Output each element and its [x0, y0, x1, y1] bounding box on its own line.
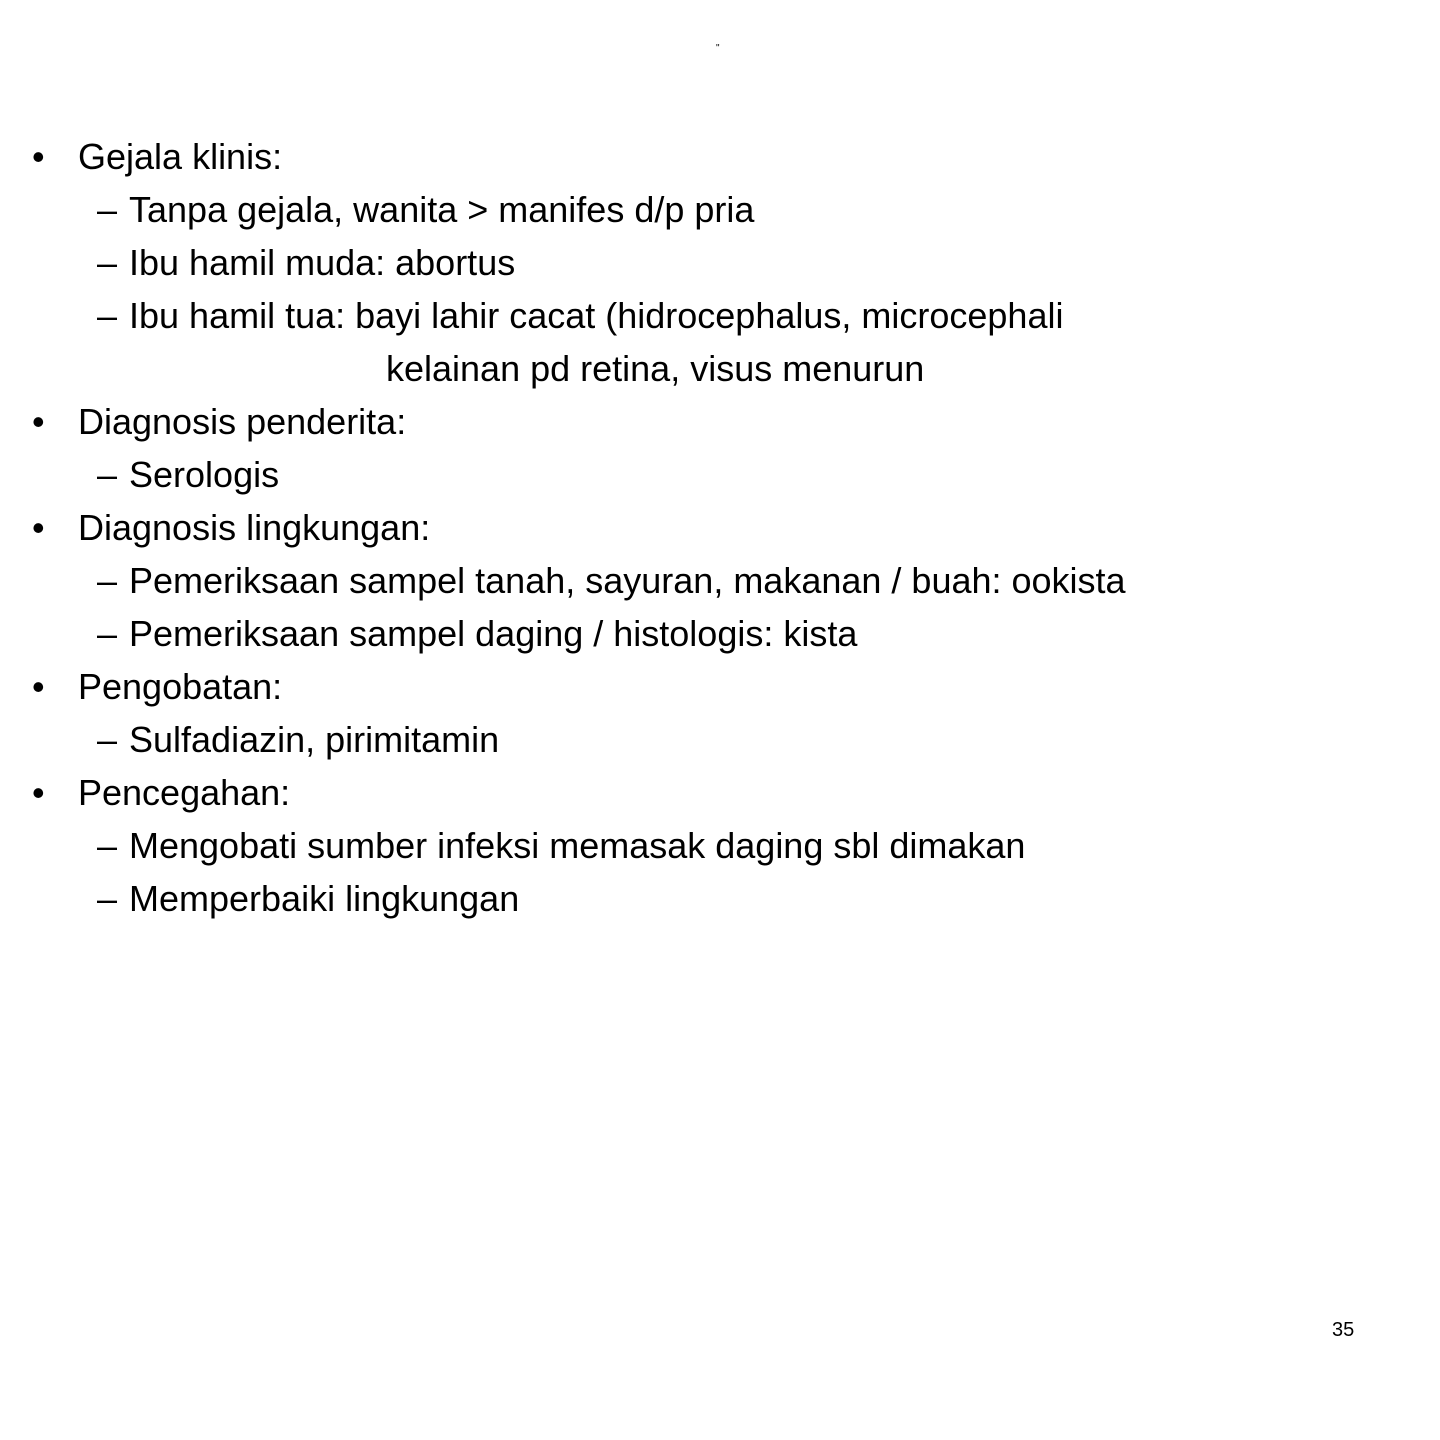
- dash-icon: –: [97, 560, 118, 601]
- bullet-icon: •: [32, 136, 45, 177]
- slide-content: [0, 130, 1440, 925]
- sub-item-text: Serologis: [129, 454, 280, 495]
- bullet-item-diagnosis-lingkungan: [0, 501, 1440, 554]
- bullet-icon: •: [32, 401, 45, 442]
- section-title-diagnosis-penderita: Diagnosis penderita:: [78, 401, 407, 442]
- sub-item: [0, 819, 1440, 872]
- bullet-icon: •: [32, 507, 45, 548]
- section-title-diagnosis-lingkungan: Diagnosis lingkungan:: [78, 507, 431, 548]
- dash-icon: –: [97, 825, 118, 866]
- sub-item: [0, 289, 1440, 342]
- sub-item: [0, 713, 1440, 766]
- sub-item: [0, 607, 1440, 660]
- sub-item-text: Ibu hamil muda: abortus: [129, 242, 516, 283]
- dash-icon: –: [97, 719, 118, 760]
- section-title-pengobatan: Pengobatan:: [78, 666, 283, 707]
- bullet-icon: •: [32, 666, 45, 707]
- sub-item: [0, 554, 1440, 607]
- bullet-icon: •: [32, 772, 45, 813]
- dash-icon: –: [97, 878, 118, 919]
- header-mark: ": [716, 43, 720, 54]
- section-title-pencegahan: Pencegahan:: [78, 772, 291, 813]
- dash-icon: –: [97, 189, 118, 230]
- section-title-gejala: Gejala klinis:: [78, 136, 283, 177]
- dash-icon: –: [97, 242, 118, 283]
- bullet-item-pencegahan: [0, 766, 1440, 819]
- sub-item-text: Memperbaiki lingkungan: [129, 878, 520, 919]
- sub-item-continuation: [0, 342, 1440, 395]
- sub-item: [0, 183, 1440, 236]
- dash-icon: –: [97, 295, 118, 336]
- dash-icon: –: [97, 454, 118, 495]
- page-number: 35: [1332, 1319, 1355, 1341]
- sub-item-text: Pemeriksaan sampel daging / histologis: kista: [129, 613, 858, 654]
- bullet-item-gejala: [0, 130, 1440, 183]
- continuation-text: kelainan pd retina, visus menurun: [386, 348, 925, 389]
- sub-item: [0, 448, 1440, 501]
- dash-icon: –: [97, 613, 118, 654]
- bullet-item-diagnosis-penderita: [0, 395, 1440, 448]
- bullet-item-pengobatan: [0, 660, 1440, 713]
- sub-item-text: Ibu hamil tua: bayi lahir cacat (hidrocephalus, microcephali: [129, 295, 1064, 336]
- sub-item: [0, 236, 1440, 289]
- sub-item-text: Sulfadiazin, pirimitamin: [129, 719, 500, 760]
- sub-item: [0, 872, 1440, 925]
- sub-item-text: Tanpa gejala, wanita > manifes d/p pria: [129, 189, 755, 230]
- sub-item-text: Mengobati sumber infeksi memasak daging sbl dimakan: [129, 825, 1026, 866]
- sub-item-text: Pemeriksaan sampel tanah, sayuran, makanan / buah: ookista: [129, 560, 1126, 601]
